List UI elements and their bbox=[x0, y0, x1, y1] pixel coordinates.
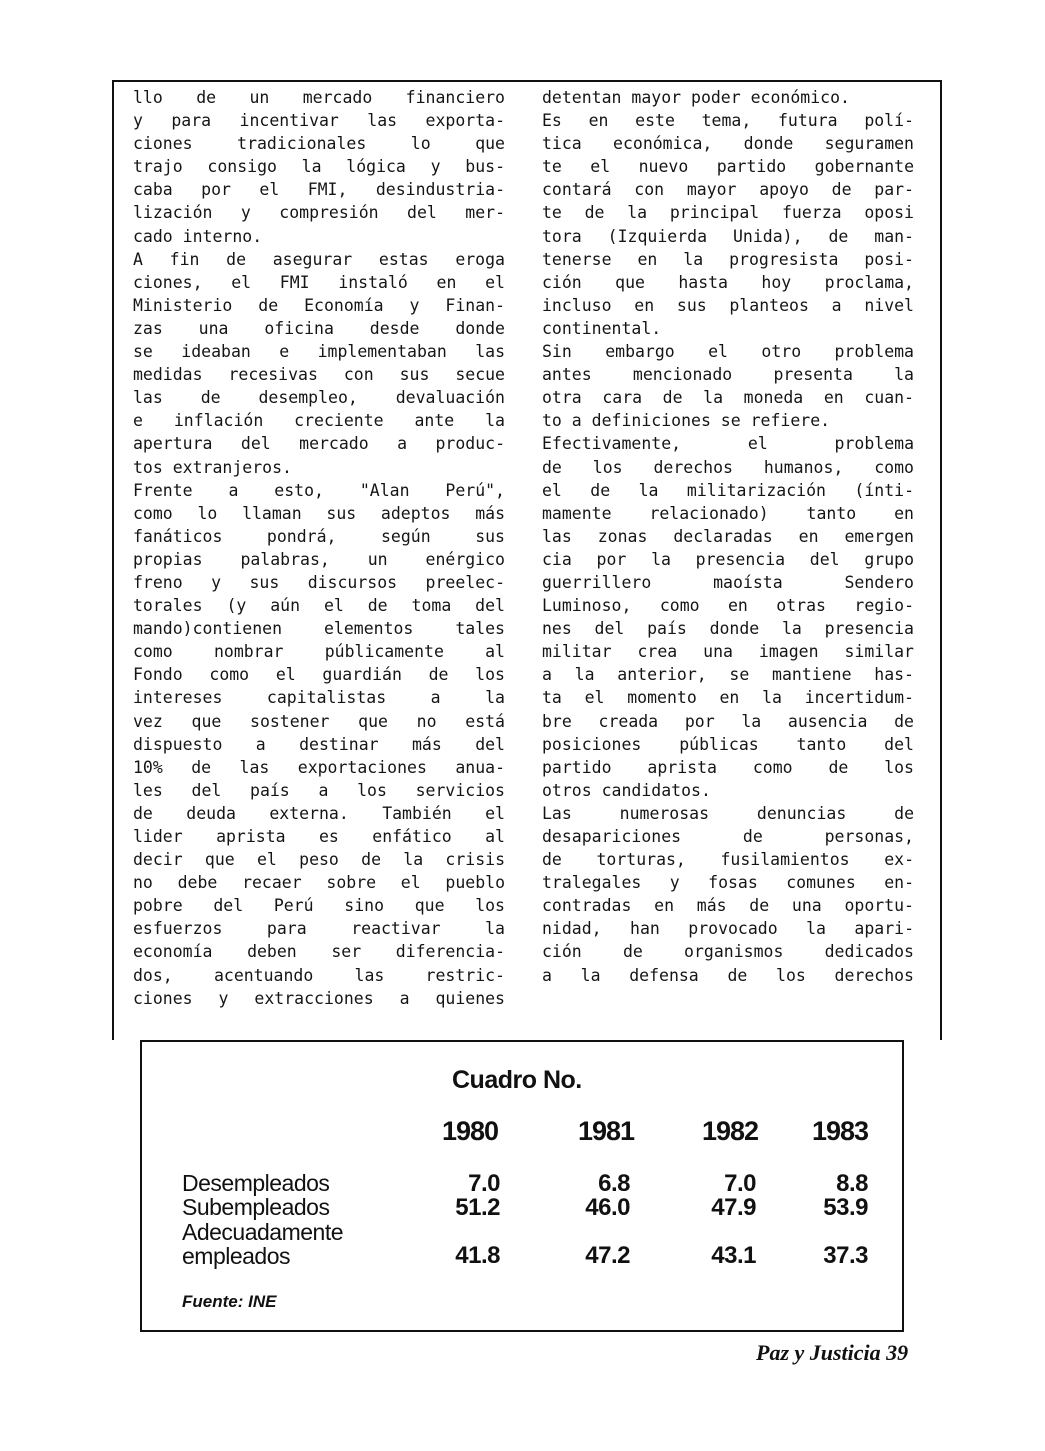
text-line: no debe recaer sobre el pueblo bbox=[133, 873, 505, 893]
text-line: militar crea una imagen similar bbox=[542, 642, 914, 662]
year-header: 1980 bbox=[442, 1116, 499, 1146]
frame-right-rule bbox=[940, 80, 942, 1040]
text-line: 10% de las exportaciones anua- bbox=[133, 757, 505, 777]
text-line: torales (y aún el de toma del bbox=[133, 596, 505, 616]
text-line: caba por el FMI, desindustria- bbox=[133, 180, 505, 200]
row-label-empleados: empleados bbox=[182, 1243, 291, 1269]
text-line: de deuda externa. También el bbox=[133, 803, 505, 823]
text-line: zas una oficina desde donde bbox=[133, 318, 505, 338]
text-line: lider aprista es enfático al bbox=[133, 827, 505, 846]
table-cell: 43.1 bbox=[711, 1242, 756, 1269]
table-cell: 51.2 bbox=[455, 1194, 500, 1221]
text-line: te el nuevo partido gobernante bbox=[542, 157, 914, 177]
text-line: intereses capitalistas a la bbox=[133, 688, 505, 708]
table-cell: 8.8 bbox=[836, 1170, 868, 1197]
text-line: ción de organismos dedicados bbox=[542, 942, 914, 962]
text-line: se ideaban e implementaban las bbox=[133, 342, 505, 362]
text-line: Sin embargo el otro problema bbox=[542, 342, 914, 362]
right-text-column bbox=[542, 86, 914, 987]
text-line: cado interno. bbox=[133, 226, 263, 246]
table-cell: 37.3 bbox=[823, 1242, 868, 1269]
text-line: llo de un mercado financiero bbox=[133, 88, 505, 107]
text-line: fanáticos pondrá, según sus bbox=[133, 526, 505, 546]
text-line: ción que hasta hoy proclama, bbox=[542, 272, 914, 292]
table-cell: 7.0 bbox=[468, 1170, 500, 1197]
text-line: mando)contienen elementos tales bbox=[133, 619, 505, 639]
page-footer: Paz y Justicia 39 bbox=[756, 1340, 909, 1365]
text-line: ciones, el FMI instaló en el bbox=[133, 272, 505, 292]
text-line: bre creada por la ausencia de bbox=[542, 711, 914, 731]
text-line: vez que sostener que no está bbox=[133, 711, 505, 731]
text-line: nidad, han provocado la apari- bbox=[542, 919, 914, 939]
text-line: ciones tradicionales lo que bbox=[133, 134, 505, 154]
text-line: tora (Izquierda Unida), de man- bbox=[542, 226, 914, 246]
text-line: tenerse en la progresista posi- bbox=[542, 249, 914, 269]
text-line: a la anterior, se mantiene has- bbox=[542, 665, 914, 685]
text-line: A fin de asegurar estas eroga bbox=[133, 249, 505, 269]
text-line: te de la principal fuerza oposi bbox=[542, 203, 914, 223]
table-cell: 7.0 bbox=[724, 1170, 756, 1197]
frame-top-rule bbox=[112, 80, 942, 82]
text-line: guerrillero maoísta Sendero bbox=[542, 572, 914, 592]
text-line: to a definiciones se refiere. bbox=[542, 411, 831, 431]
text-line: Las numerosas denuncias de bbox=[542, 803, 914, 823]
text-line: tralegales y fosas comunes en- bbox=[542, 873, 914, 893]
table-cell: 53.9 bbox=[823, 1194, 868, 1221]
text-line: decir que el peso de la crisis bbox=[133, 850, 505, 870]
table-cell: 47.2 bbox=[585, 1242, 630, 1269]
text-line: Efectivamente, el problema bbox=[542, 434, 914, 454]
text-line: contará con mayor apoyo de par- bbox=[542, 180, 914, 200]
text-line: trajo consigo la lógica y bus- bbox=[133, 157, 505, 177]
text-line: les del país a los servicios bbox=[133, 780, 505, 800]
text-line: lización y compresión del mer- bbox=[133, 203, 505, 223]
text-line: ta el momento en la incertidum- bbox=[542, 688, 914, 708]
text-line: cia por la presencia del grupo bbox=[542, 549, 914, 569]
text-line: pobre del Perú sino que los bbox=[133, 896, 505, 916]
text-line: detentan mayor poder económico. bbox=[542, 88, 850, 107]
text-line: contradas en más de una oportu- bbox=[542, 896, 914, 916]
row-label-adecuadamente: Adecuadamente bbox=[182, 1219, 344, 1245]
text-line: apertura del mercado a produc- bbox=[133, 434, 505, 454]
text-line: continental. bbox=[542, 318, 662, 338]
row-label-desempleados: Desempleados bbox=[182, 1170, 330, 1196]
text-line: otros candidatos. bbox=[542, 780, 711, 800]
table-cell: 41.8 bbox=[455, 1242, 500, 1269]
text-line: partido aprista como de los bbox=[542, 757, 914, 777]
row-label-subempleados: Subempleados bbox=[182, 1194, 330, 1220]
frame-left-rule bbox=[112, 80, 114, 1040]
text-line: medidas recesivas con sus secue bbox=[133, 365, 505, 385]
text-line: tos extranjeros. bbox=[133, 457, 292, 477]
text-line: Luminoso, como en otras regio- bbox=[542, 596, 914, 616]
left-text-column bbox=[133, 86, 505, 1010]
text-line: otra cara de la moneda en cuan- bbox=[542, 388, 914, 408]
text-line: el de la militarización (ínti- bbox=[542, 480, 914, 500]
text-line: como nombrar públicamente al bbox=[133, 642, 505, 662]
text-line: e inflación creciente ante la bbox=[133, 411, 505, 431]
text-line: Es en este tema, futura polí- bbox=[542, 111, 914, 131]
statistics-table bbox=[140, 1040, 904, 1332]
text-line: tica económica, donde seguramen bbox=[542, 134, 914, 154]
table-cell: 46.0 bbox=[585, 1194, 630, 1221]
text-line: las zonas declaradas en emergen bbox=[542, 526, 914, 546]
text-line: Ministerio de Economía y Finan- bbox=[133, 295, 505, 315]
text-line: como lo llaman sus adeptos más bbox=[133, 503, 505, 523]
text-line: posiciones públicas tanto del bbox=[542, 734, 914, 754]
year-header: 1982 bbox=[702, 1116, 759, 1146]
text-line: mamente relacionado) tanto en bbox=[542, 503, 914, 523]
text-line: a la defensa de los derechos bbox=[542, 965, 914, 985]
table-source: Fuente: INE bbox=[182, 1292, 277, 1311]
table-title: Cuadro No. bbox=[452, 1066, 582, 1094]
text-line: dos, acentuando las restric- bbox=[133, 965, 505, 985]
text-line: esfuerzos para reactivar la bbox=[133, 919, 505, 939]
text-line: las de desempleo, devaluación bbox=[133, 388, 505, 408]
text-line: dispuesto a destinar más del bbox=[133, 734, 505, 754]
text-line: antes mencionado presenta la bbox=[542, 365, 914, 385]
text-line: de los derechos humanos, como bbox=[542, 457, 914, 477]
text-line: economía deben ser diferencia- bbox=[133, 942, 505, 962]
text-line: ciones y extracciones a quienes bbox=[133, 988, 505, 1008]
table-cell: 6.8 bbox=[598, 1170, 630, 1197]
text-line: nes del país donde la presencia bbox=[542, 619, 914, 639]
text-line: incluso en sus planteos a nivel bbox=[542, 295, 914, 315]
text-line: y para incentivar las exporta- bbox=[133, 111, 505, 131]
text-line: Frente a esto, "Alan Perú", bbox=[133, 480, 505, 500]
text-line: freno y sus discursos preelec- bbox=[133, 572, 505, 592]
text-line: desapariciones de personas, bbox=[542, 827, 914, 846]
text-line: de torturas, fusilamientos ex- bbox=[542, 850, 914, 870]
year-header: 1983 bbox=[812, 1116, 869, 1146]
table-cell: 47.9 bbox=[711, 1194, 756, 1221]
year-header: 1981 bbox=[578, 1116, 635, 1146]
text-line: propias palabras, un enérgico bbox=[133, 549, 505, 569]
text-line: Fondo como el guardián de los bbox=[133, 665, 505, 685]
